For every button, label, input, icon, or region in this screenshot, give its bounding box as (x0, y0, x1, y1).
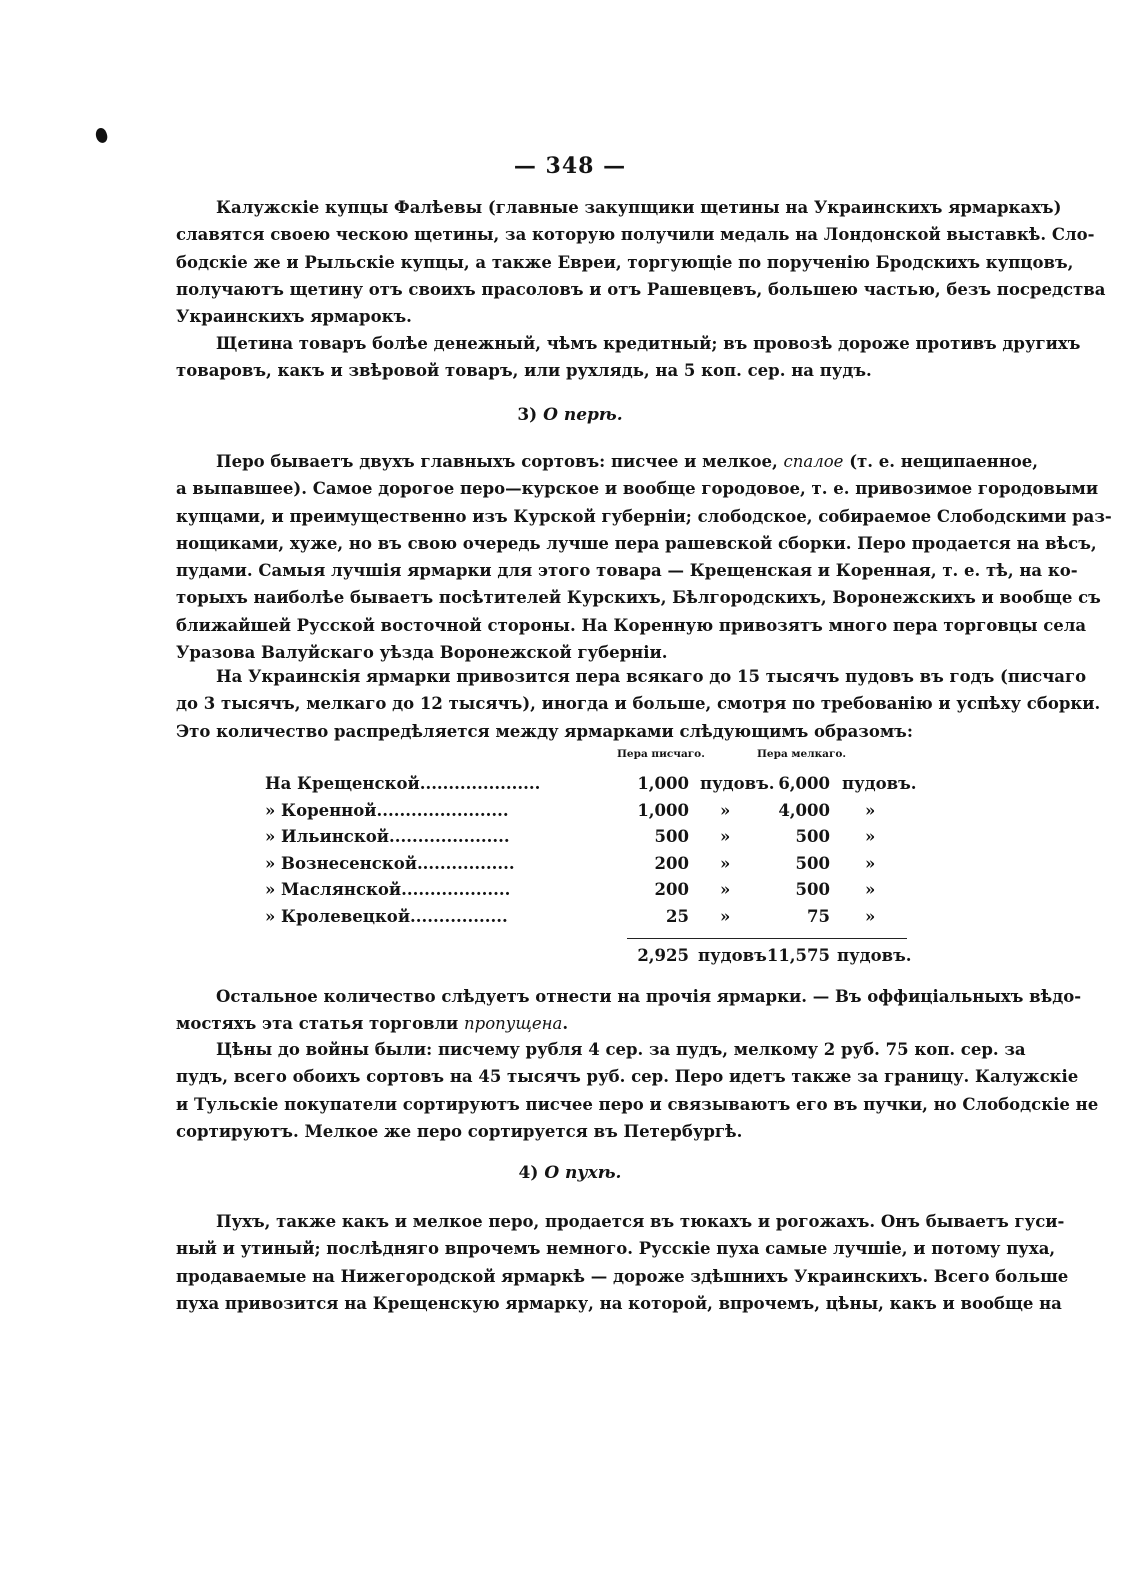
table-row (265, 801, 915, 827)
table-total-row (265, 946, 915, 972)
section-3-number: 3) (517, 405, 538, 425)
small-feather-unit: » (865, 800, 876, 820)
writing-feather-value: 25 (666, 907, 689, 926)
text-line: мостяхъ эта статья торговли пропущена. (176, 1014, 569, 1034)
text-line: пуха привозится на Крещенскую ярмарку, на которой, впрочемъ, цѣны, какъ и вообще на (176, 1293, 1062, 1313)
total-small: 11,575 (766, 946, 830, 965)
text-line: до 3 тысячъ, мелкаго до 12 тысячъ), иногда и больше, смотря по требованію и успѣху сборки. (176, 694, 1101, 714)
ink-blot (94, 127, 109, 145)
text-line: Украинскихъ ярмарокъ. (176, 307, 412, 327)
text-line: Цѣны до войны были: писчему рубля 4 сер. за пудъ, мелкому 2 руб. 75 коп. сер. за (216, 1040, 1026, 1059)
writing-feather-unit: » (720, 800, 731, 820)
text-line: ближайшей Русской восточной стороны. На Коренную привозятъ много пера торговцы села (176, 615, 1087, 635)
small-feather-value: 75 (807, 907, 830, 926)
small-feather-unit: » (865, 853, 876, 873)
table-row (265, 774, 915, 800)
writing-feather-value: 200 (654, 853, 689, 873)
text-line: нощиками, хуже, но въ свою очередь лучше пера рашевской сборки. Перо продается на вѣсъ, (176, 533, 1097, 553)
paragraph-6 (176, 1036, 1099, 1145)
small-feather-value: 6,000 (778, 774, 830, 793)
small-feather-value: 500 (795, 827, 830, 847)
page-number: — 348 — (513, 153, 627, 179)
text-line: получаютъ щетину отъ своихъ прасоловъ и отъ Рашевцевъ, большею частью, безъ посредства (176, 279, 1106, 299)
total-writing: 2,925 (637, 946, 689, 965)
text-line: Остальное количество слѣдуетъ отнести на прочія ярмарки. — Въ оффиціальныхъ вѣдо- (216, 987, 1082, 1006)
italic-term: спалое (783, 452, 844, 471)
writing-feather-unit: » (720, 853, 731, 873)
fair-name: На Крещенской..................... (265, 774, 541, 793)
section-4-number: 4) (518, 1163, 539, 1183)
text-line: купцами, и преимущественно изъ Курской губерніи; слободское, собираемое Слободскими раз- (176, 506, 1112, 526)
small-feather-value: 500 (795, 853, 830, 873)
writing-feather-unit: пудовъ. (700, 774, 775, 793)
italic-term: пропущена (464, 1014, 563, 1034)
fair-name: » Кролевецкой................. (265, 907, 508, 926)
fair-name: » Маслянской................... (265, 880, 511, 900)
text-line: Пухъ, также какъ и мелкое перо, продается въ тюкахъ и рогожахъ. Онъ бываетъ гуси- (216, 1212, 1065, 1231)
text-line: торыхъ наиболѣе бываетъ посѣтителей Курскихъ, Бѣлгородскихъ, Воронежскихъ и вообще съ (176, 588, 1101, 608)
text-line: Калужскіе купцы Фалѣевы (главные закупщики щетины на Украинскихъ ярмаркахъ) (216, 198, 1062, 217)
fair-name: » Вознесенской................. (265, 853, 515, 873)
text-line: славятся своею ческою щетины, за которую получили медаль на Лондонской выставкѣ. Сло- (176, 225, 1095, 245)
table-row (265, 880, 915, 906)
paragraph-5 (176, 983, 1082, 1038)
paragraph-2 (176, 330, 1081, 385)
writing-feather-value: 1,000 (637, 800, 689, 820)
writing-feather-value: 200 (654, 880, 689, 900)
section-4-title: О пухѣ. (544, 1163, 622, 1183)
small-feather-unit: » (865, 907, 876, 926)
table-row (265, 827, 915, 853)
writing-feather-unit: » (720, 907, 731, 926)
text-line: На Украинскія ярмарки привозится пера всякаго до 15 тысячъ пудовъ въ годъ (писчаго (216, 667, 1087, 686)
paragraph-4 (176, 663, 1101, 745)
text-line: Уразова Валуйскаго уѣзда Воронежской губерніи. (176, 643, 668, 663)
text-line: пудъ, всего обоихъ сортовъ на 45 тысячъ руб. сер. Перо идетъ также за границу. Калужскіе (176, 1067, 1079, 1087)
section-heading-4 (0, 1163, 1140, 1183)
text-line: и Тульскіе покупатели сортируютъ писчее перо и связываютъ его въ пучки, но Слободскіе не (176, 1094, 1099, 1114)
small-feather-value: 500 (795, 880, 830, 900)
section-3-title: О перѣ. (543, 405, 623, 425)
text-line: сортируютъ. Мелкое же перо сортируется въ Петербургѣ. (176, 1121, 743, 1141)
text-line: Это количество распредѣляется между ярмарками слѣдующимъ образомъ: (176, 721, 913, 741)
col-header-writing-feather: Пера писчаго. (617, 748, 705, 760)
text-line: Щетина товаръ болѣе денежный, чѣмъ кредитный; въ провозѣ дороже противъ другихъ (216, 334, 1081, 353)
table-row (265, 907, 915, 933)
total-rule (627, 938, 907, 939)
table-row (265, 854, 915, 880)
text-line: бодскіе же и Рыльскіе купцы, а также Евреи, торгующіе по порученію Бродскихъ купцовъ, (176, 252, 1074, 272)
col-header-small-feather: Пера мелкаго. (757, 748, 847, 760)
section-heading-3 (0, 405, 1140, 425)
paragraph-3 (176, 448, 1112, 666)
fair-name: » Ильинской..................... (265, 827, 510, 847)
writing-feather-unit: » (720, 827, 731, 847)
writing-feather-unit: » (720, 880, 731, 900)
writing-feather-value: 500 (654, 827, 689, 847)
text-line: Перо бываетъ двухъ главныхъ сортовъ: писчее и мелкое, спалое (т. е. нещипаенное, (216, 452, 1039, 471)
text-line: пудами. Самыя лучшія ярмарки для этого товара — Крещенская и Коренная, т. е. тѣ, на ко- (176, 561, 1078, 581)
writing-feather-value: 1,000 (637, 774, 689, 793)
paragraph-1 (176, 194, 1106, 330)
small-feather-value: 4,000 (778, 800, 830, 820)
small-feather-unit: пудовъ. (842, 774, 917, 793)
text-line: товаровъ, какъ и звѣровой товаръ, или рухлядь, на 5 коп. сер. на пудъ. (176, 361, 872, 381)
small-feather-unit: » (865, 880, 876, 900)
text-line: продаваемые на Нижегородской ярмаркѣ — дороже здѣшнихъ Украинскихъ. Всего больше (176, 1266, 1069, 1286)
text-line: а выпавшее). Самое дорогое перо—курское и вообще городовое, т. е. привозимое городовыми (176, 479, 1099, 499)
total-writing-unit: пудовъ (698, 946, 767, 965)
total-small-unit: пудовъ. (837, 946, 912, 965)
text-line: ный и утиный; послѣдняго впрочемъ немного. Русскіе пуха самые лучшіе, и потому пуха, (176, 1239, 1056, 1259)
small-feather-unit: » (865, 827, 876, 847)
fair-name: » Коренной....................... (265, 800, 509, 820)
paragraph-7 (176, 1208, 1069, 1317)
